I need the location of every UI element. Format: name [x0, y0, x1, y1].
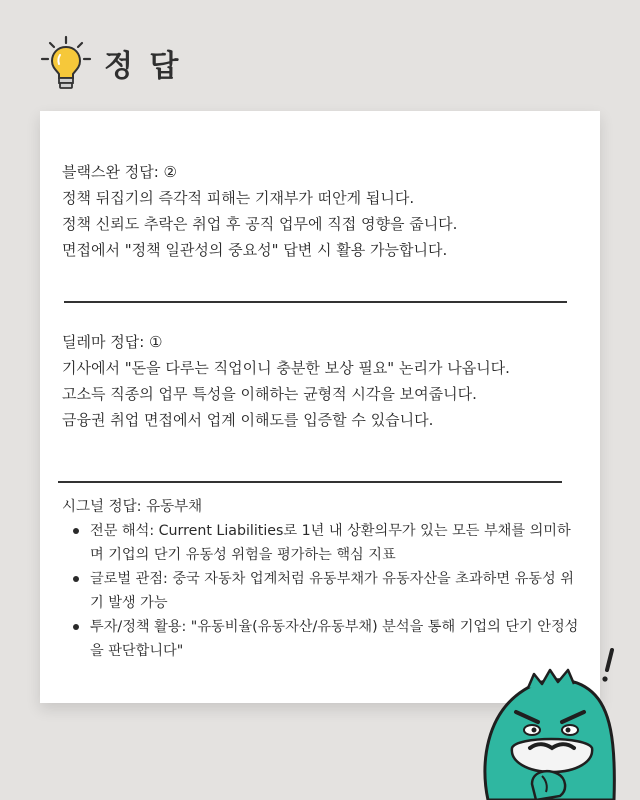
section-title: 시그널 정답: 유동부채 — [62, 499, 203, 515]
divider — [64, 301, 567, 303]
dinosaur-mascot-icon — [476, 644, 640, 800]
section-black-swan — [62, 159, 582, 263]
answer-line: 고소득 직종의 업무 특성을 이해하는 균형적 시각을 보여줍니다. — [62, 385, 477, 403]
list-item: 투자/정책 활용: "유동비율(유동자산/유동부채) 분석을 통해 기업의 단기 안정성을 판단합니다" — [62, 615, 582, 663]
answer-line: 금융권 취업 면접에서 업계 이해도를 입증할 수 있습니다. — [62, 411, 434, 429]
answer-line: 기사에서 "돈을 다루는 직업이니 충분한 보상 필요" 논리가 나옵니다. — [62, 359, 510, 377]
answer-card — [40, 111, 600, 703]
section-title: 딜레마 정답: ① — [62, 333, 163, 351]
answer-line: 정책 뒤집기의 즉각적 피해는 기재부가 떠안게 됩니다. — [62, 189, 415, 207]
list-item: 글로벌 관점: 중국 자동차 업계처럼 유동부채가 유동자산을 초과하면 유동성 위기 발생 가능 — [62, 567, 582, 615]
section-title: 블랙스완 정답: ② — [62, 163, 177, 181]
answer-line: 면접에서 "정책 일관성의 중요성" 답변 시 활용 가능합니다. — [62, 241, 448, 259]
section-signal — [62, 495, 582, 663]
list-item: 전문 해석: Current Liabilities로 1년 내 상환의무가 있는 모든 부채를 의미하며 기업의 단기 유동성 위험을 평가하는 핵심 지표 — [62, 519, 582, 567]
bullet-list — [62, 519, 582, 663]
section-dilemma — [62, 329, 582, 433]
divider — [58, 481, 562, 483]
answer-line: 정책 신뢰도 추락은 취업 후 공직 업무에 직접 영향을 줍니다. — [62, 215, 458, 233]
page-title: 정 답 — [104, 49, 182, 84]
lightbulb-icon — [38, 34, 94, 92]
header — [38, 34, 181, 92]
